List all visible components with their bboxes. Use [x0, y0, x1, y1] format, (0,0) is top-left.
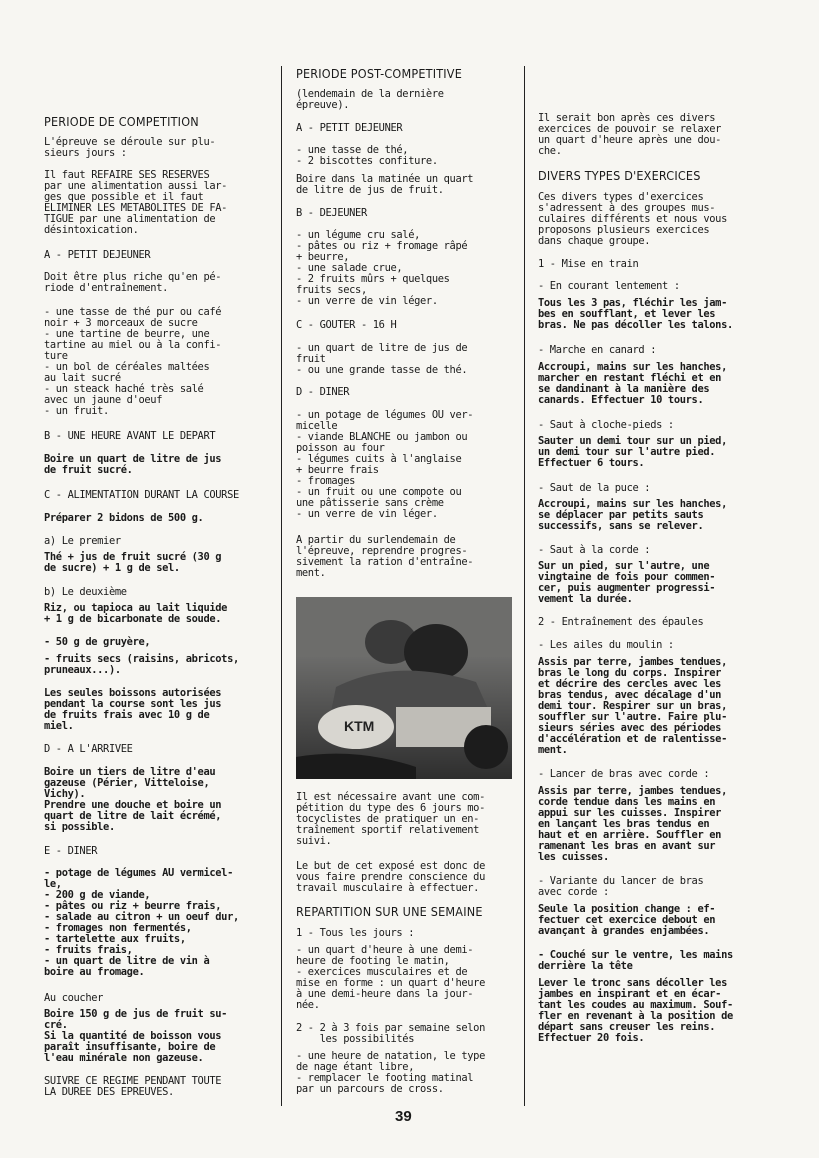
text-block: Il serait bon après ces divers exercices de pouvoir se relaxer un quart d'heure après une dou- che. [538, 112, 722, 157]
page-number: 39 [395, 1108, 412, 1125]
text-block: Tous les 3 pas, fléchir les jam- bes en soufflant, et lever les bras. Ne pas décoller les talons. [538, 297, 733, 331]
text-block: Sur un pied, sur l'autre, une vingtaine de fois pour commen- cer, puis augmenter progressi- vement la durée. [538, 560, 716, 605]
text-block: - fruits secs (raisins, abricots, pruneaux...). [44, 653, 239, 676]
text-block: B - UNE HEURE AVANT LE DEPART [44, 430, 216, 442]
text-block: Boire un tiers de litre d'eau gazeuse (Périer, Vitteloise, Vichy). Prendre une douche et boire un quart de litre de lait écrémé, si possible. [44, 766, 222, 833]
text-block: - Les ailes du moulin : [538, 639, 674, 651]
text-block: - Saut à la corde : [538, 544, 651, 556]
text-block: b) Le deuxième [44, 586, 127, 598]
text-block: - une heure de natation, le type de nage étant libre, - remplacer le footing matinal par un parcours de cross. [296, 1050, 485, 1095]
text-block: Assis par terre, jambes tendues, bras le long du corps. Inspirer et décrire des cercles avec les bras tendus, avec décalage d'un demi tour. Respirer sur un bras, souffler sur l'autre. Faire plu- sieurs séries avec des périodes d'accélération et de ralentisse- ment. [538, 656, 727, 756]
text-block: Le but de cet exposé est donc de vous faire prendre conscience du travail musculaire à effectuer. [296, 860, 485, 894]
text-block: a) Le premier [44, 535, 121, 547]
text-block: - Variante du lancer de bras avec corde : [538, 875, 704, 898]
motocross-photo [296, 597, 512, 779]
text-block: Il est nécessaire avant une com- pétition du type des 6 jours mo- tocyclistes de pratiquer un en- traînement sportif relativement suivi. [296, 791, 485, 847]
text-block: C - ALIMENTATION DURANT LA COURSE [44, 489, 239, 501]
section-heading-exercises: DIVERS TYPES D'EXERCICES [538, 168, 701, 183]
text-block: - une tasse de thé, - 2 biscottes confiture. [296, 144, 438, 167]
column-rule-right [524, 66, 525, 1106]
text-block: A - PETIT DEJEUNER [296, 122, 403, 134]
text-block: Sauter un demi tour sur un pied, un demi tour sur l'autre pied. Effectuer 6 tours. [538, 435, 727, 469]
text-block: - 50 g de gruyère, [44, 636, 151, 648]
text-block: Thé + jus de fruit sucré (30 g de sucre) + 1 g de sel. [44, 551, 222, 574]
text-block: L'épreuve se déroule sur plu- sieurs jours : [44, 136, 216, 159]
text-block: - un potage de légumes OU ver- micelle - viande BLANCHE ou jambon ou poisson au four - légumes cuits à l'anglaise + beurre frais - fromages - un fruit ou une compote ou une pâtisserie sans crème - un verre de vin léger. [296, 409, 474, 520]
section-heading-repartition: REPARTITION SUR UNE SEMAINE [296, 904, 483, 919]
text-block: - En courant lentement : [538, 280, 680, 292]
text-block: Assis par terre, jambes tendues, corde tendue dans les mains en appui sur les cuisses. Inspirer en lançant les bras tendus en haut et en arrière. Souffler en ramenant les bras en avant sur les cuisses. [538, 785, 727, 863]
text-block: Préparer 2 bidons de 500 g. [44, 512, 204, 524]
text-block: Au coucher [44, 992, 104, 1004]
text-block: Boire dans la matinée un quart de litre de jus de fruit. [296, 173, 474, 196]
text-block: - Marche en canard : [538, 344, 657, 356]
text-block: - Lancer de bras avec corde : [538, 768, 710, 780]
text-block: Riz, ou tapioca au lait liquide + 1 g de bicarbonate de soude. [44, 602, 228, 625]
text-block: D - DINER [296, 386, 350, 398]
text-block: Il faut REFAIRE SES RESERVES par une alimentation aussi lar- ges que possible et il faut ELIMINER LES METABOLITES DE FA- TIGUE par une alimentation de désintoxication. [44, 169, 228, 236]
text-block: - Saut à cloche-pieds : [538, 419, 674, 431]
text-block: D - A L'ARRIVEE [44, 743, 133, 755]
text-block: B - DEJEUNER [296, 207, 367, 219]
text-block: Seule la position change : ef- fectuer cet exercice debout en avançant à grandes enjambées. [538, 903, 716, 937]
text-block: Lever le tronc sans décoller les jambes en inspirant et en écar- tant les coudes au maximum. Souf- fler en revenant à la position de départ sans creuser les reins. Effectuer 20 fois. [538, 977, 733, 1044]
text-block: 2 - Entraînement des épaules [538, 616, 704, 628]
text-block: Accroupi, mains sur les hanches, se déplacer par petits sauts successifs, sans se relever. [538, 498, 727, 532]
text-block: (lendemain de la dernière épreuve). [296, 88, 444, 111]
text-block: - un quart d'heure à une demi- heure de footing le matin, - exercices musculaires et de mise en forme : un quart d'heure à une demi-heure dans la jour- née. [296, 944, 485, 1011]
text-block: Ces divers types d'exercices s'adressent à des groupes mus- culaires différents et nous vous proposons plusieurs exercices dans chaque groupe. [538, 191, 727, 247]
text-block: 1 - Tous les jours : [296, 927, 415, 939]
text-block: A - PETIT DEJEUNER [44, 249, 151, 261]
text-block: Les seules boissons autorisées pendant la course sont les jus de fruits frais avec 10 g de miel. [44, 687, 222, 732]
section-heading-post-competitive: PERIODE POST-COMPETITIVE [296, 66, 462, 81]
text-block: Boire 150 g de jus de fruit su- cré. Si la quantité de boisson vous paraît insuffisante, boire de l'eau minérale non gazeuse. [44, 1008, 228, 1064]
text-block: C - GOUTER - 16 H [296, 319, 397, 331]
text-block: Accroupi, mains sur les hanches, marcher en restant fléchi et en se dandinant à la manière des canards. Effectuer 10 tours. [538, 361, 727, 406]
text-block: - Saut de la puce : [538, 482, 651, 494]
text-block: Doit être plus riche qu'en pé- riode d'entraînement. [44, 271, 222, 294]
text-block: - un légume cru salé, - pâtes ou riz + fromage râpé + beurre, - une salade crue, - 2 fruits mûrs + quelques fruits secs, - un verre de vin léger. [296, 229, 468, 307]
text-block: 1 - Mise en train [538, 258, 639, 270]
text-block: - une tasse de thé pur ou café noir + 3 morceaux de sucre - une tartine de beurre, une tartine au miel ou à la confi- ture - un bol de céréales maltées au lait sucré - un steack haché très salé avec un jaune d'oeuf - un fruit. [44, 306, 222, 417]
photo-illustration [296, 597, 512, 779]
section-heading-competition: PERIODE DE COMPETITION [44, 114, 199, 129]
text-block: 2 - 2 à 3 fois par semaine selon les possibilités [296, 1022, 485, 1045]
text-block: - potage de légumes AU vermicel- le, - 200 g de viande, - pâtes ou riz + beurre frais, - salade au citron + un oeuf dur, - fromages non fermentés, - tartelette aux fruits, - fruits frais, - un quart de litre de vin à boire au fromage. [44, 867, 239, 978]
text-block: SUIVRE CE REGIME PENDANT TOUTE LA DUREE DES EPREUVES. [44, 1075, 222, 1098]
svg-text:KTM: KTM [344, 718, 375, 734]
column-rule-left [281, 66, 282, 1106]
text-block: E - DINER [44, 845, 98, 857]
text-block: - un quart de litre de jus de fruit - ou une grande tasse de thé. [296, 342, 468, 376]
text-block: - Couché sur le ventre, les mains derrière la tête [538, 949, 733, 972]
text-block: A partir du surlendemain de l'épreuve, reprendre progres- sivement la ration d'entraîne- ment. [296, 534, 474, 579]
text-block: Boire un quart de litre de jus de fruit sucré. [44, 453, 222, 476]
